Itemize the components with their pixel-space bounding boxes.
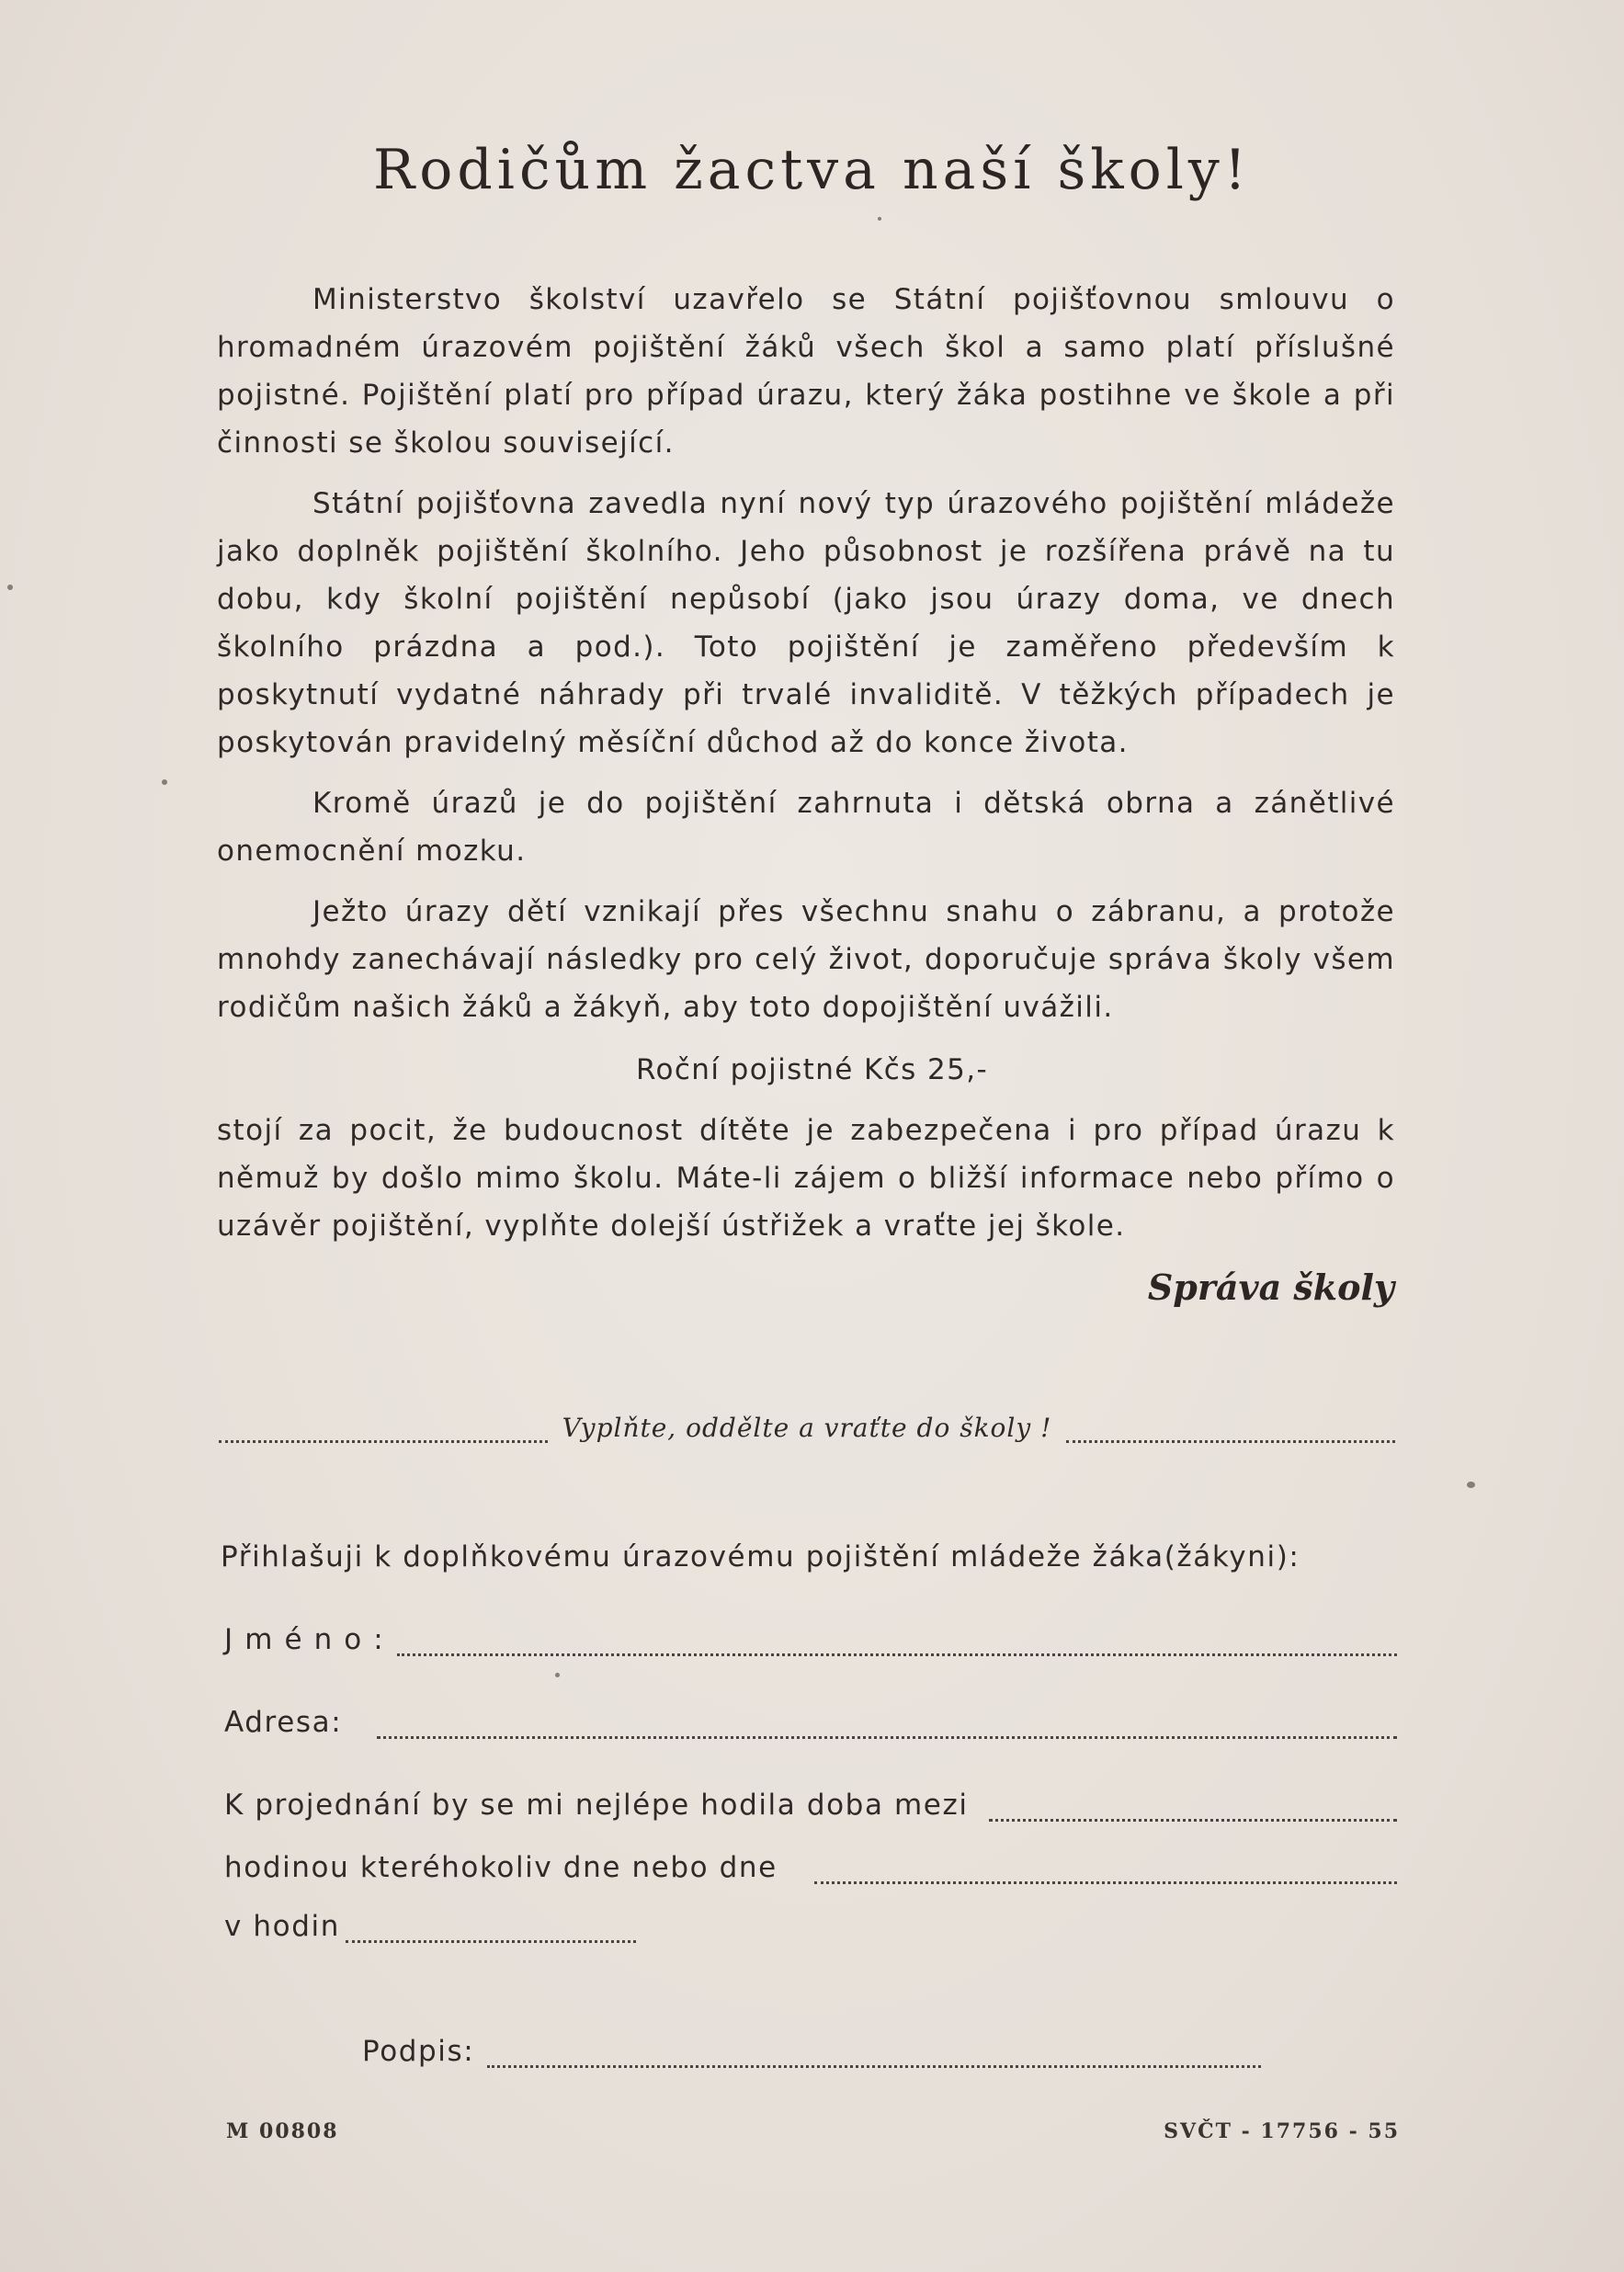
premium-text-block (217, 1107, 1395, 1263)
time-row-1 (224, 1789, 1397, 1822)
time-row-3 (224, 1910, 636, 1943)
time-between-field[interactable] (989, 1795, 1397, 1822)
form-intro-text: Přihlašuji k doplňkovému úrazovému pojištění mládeže žáka(žákyni): (221, 1540, 1300, 1573)
form-intro (221, 1540, 1300, 1573)
school-signature: Správa školy (1147, 1267, 1394, 1308)
cut-line (219, 1406, 1395, 1443)
address-row (224, 1706, 1397, 1739)
premium-text: stojí za pocit, že budoucnost dítěte je zabezpečena i pro případ úrazu k němuž by došlo mimo školu. Máte-li zájem o bližší informace nebo přímo o uzávěr pojištění, vyplňte dolejší ústřižek a vraťte jej škole. (217, 1114, 1395, 1243)
name-row (224, 1623, 1397, 1656)
address-field[interactable] (377, 1712, 1397, 1739)
letter-body (217, 276, 1395, 1044)
hour-field[interactable] (346, 1916, 636, 1943)
signature-field[interactable] (487, 2041, 1261, 2068)
time-row-2 (224, 1851, 1397, 1884)
cut-dots-left (219, 1416, 548, 1443)
cut-dots-right (1066, 1416, 1395, 1443)
signature-row (362, 2035, 1261, 2068)
page-title: Rodičům žactva naší školy! (373, 138, 1251, 202)
address-label: Adresa: (224, 1706, 343, 1739)
paper-speck (162, 779, 167, 785)
paragraph-4: Ježto úrazy dětí vznikají přes všechnu snahu o zábranu, a protože mnohdy zanechávají následky pro celý život, doporučuje správa školy všem rodičům našich žáků a žákyň, aby toto dopojištění uvážili. (217, 895, 1395, 1024)
footer-code-left: M 00808 (226, 2119, 339, 2143)
time-label-2: hodinou kteréhokoliv dne nebo dne (224, 1851, 778, 1884)
time-label-1: K projednání by se mi nejlépe hodila doba mezi (224, 1789, 969, 1822)
name-field[interactable] (397, 1630, 1397, 1656)
paragraph-3: Kromě úrazů je do pojištění zahrnuta i dětská obrna a zánětlivé onemocnění mozku. (217, 787, 1395, 868)
day-field[interactable] (814, 1857, 1397, 1884)
paper-speck (1467, 1482, 1475, 1488)
cut-instruction: Vyplňte, oddělte a vraťte do školy ! (562, 1413, 1052, 1443)
premium-amount: Roční pojistné Kčs 25,- (635, 1053, 989, 1086)
paper-speck (7, 585, 13, 590)
time-label-3: v hodin (224, 1910, 340, 1943)
paper-speck (878, 217, 881, 221)
name-label: J m é n o : (224, 1623, 385, 1656)
footer-code-right: SVČT - 17756 - 55 (1164, 2119, 1400, 2143)
paragraph-1: Ministerstvo školství uzavřelo se Státní pojišťovnou smlouvu o hromadném úrazovém pojištění žáků všech škol a samo platí příslušné pojistné. Pojištění platí pro případ úrazu, který žáka postihne ve škole a při činnosti se školou související. (217, 283, 1395, 460)
signature-label: Podpis: (362, 2035, 475, 2068)
paper-speck (555, 1673, 560, 1677)
paragraph-2: Státní pojišťovna zavedla nyní nový typ úrazového pojištění mládeže jako doplněk pojištění školního. Jeho působnost je rozšířena právě na tu dobu, kdy školní pojištění nepůsobí (jako jsou úrazy doma, ve dnech školního prázdna a pod.). Toto pojištění je zaměřeno především k poskytnutí vydatné náhrady při trvalé invaliditě. V těžkých případech je poskytován pravidelný měsíční důchod až do konce života. (217, 487, 1395, 759)
